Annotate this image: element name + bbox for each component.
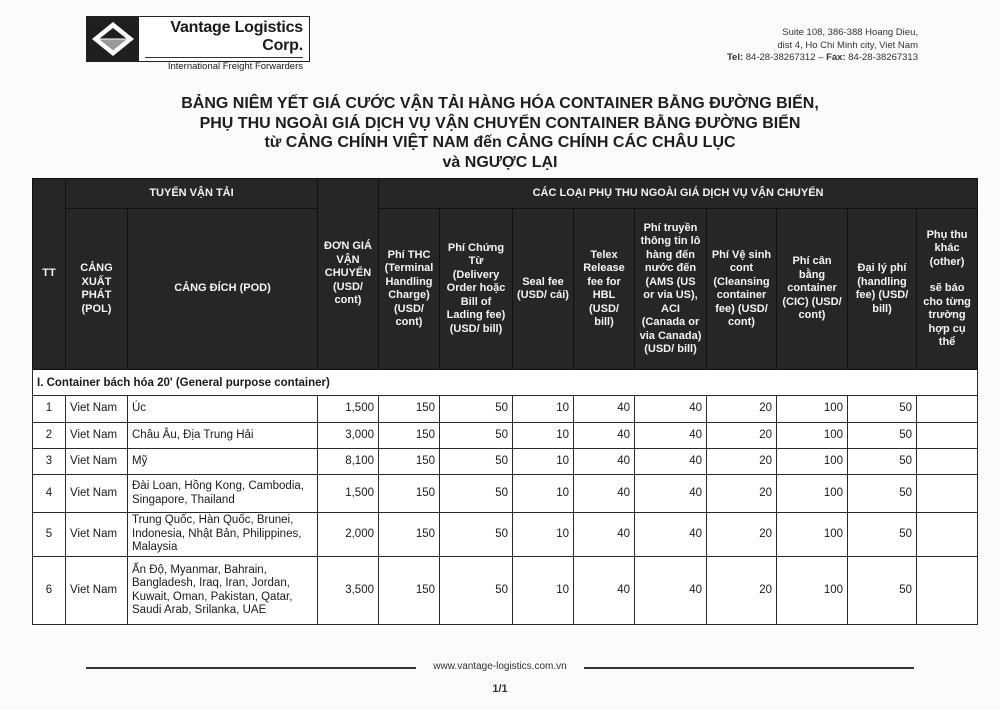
col-header-handling: Đại lý phí (handling fee) (USD/ bill) xyxy=(848,209,917,370)
cell-tt: 3 xyxy=(33,449,66,475)
table-row xyxy=(33,396,978,423)
cell-ams: 40 xyxy=(635,513,707,557)
cell-doc: 50 xyxy=(440,449,513,475)
cell-other xyxy=(917,396,978,423)
cell-pol: Viet Nam xyxy=(66,475,128,513)
tel-label: Tel: xyxy=(726,52,744,63)
contact-separator: – xyxy=(818,52,824,63)
document-title xyxy=(0,94,1000,172)
cell-other xyxy=(917,423,978,449)
section-title: I. Container bách hóa 20' (General purpose container) xyxy=(33,370,978,396)
cell-doc: 50 xyxy=(440,513,513,557)
cell-tt: 5 xyxy=(33,513,66,557)
cell-telex: 40 xyxy=(574,449,635,475)
cell-pod: Ấn Độ, Myanmar, Bahrain, Bangladesh, Iraq, Iran, Jordan, Kuwait, Oman, Pakistan, Qatar, Saudi Arab, Srilanka, UAE xyxy=(128,557,318,625)
cell-thc: 150 xyxy=(379,449,440,475)
cell-thc: 150 xyxy=(379,557,440,625)
table-row xyxy=(33,557,978,625)
cell-cleaning: 20 xyxy=(707,449,777,475)
cell-tt: 2 xyxy=(33,423,66,449)
cell-cleaning: 20 xyxy=(707,557,777,625)
cell-seal: 10 xyxy=(513,475,574,513)
diamond-logo-icon xyxy=(87,17,139,61)
cell-cic: 100 xyxy=(777,423,848,449)
cell-pod: Trung Quốc, Hàn Quốc, Brunei, Indonesia, Nhật Bản, Philippines, Malaysia xyxy=(128,513,318,557)
col-header-doc: Phí Chứng Từ (Delivery Order hoặc Bill of Lading fee) (USD/ bill) xyxy=(440,209,513,370)
cell-freight: 1,500 xyxy=(318,475,379,513)
page-number: 1/1 xyxy=(492,683,508,695)
cell-telex: 40 xyxy=(574,557,635,625)
cell-pod: Mỹ xyxy=(128,449,318,475)
cell-doc: 50 xyxy=(440,557,513,625)
cell-handling: 50 xyxy=(848,449,917,475)
cell-ams: 40 xyxy=(635,449,707,475)
cell-thc: 150 xyxy=(379,475,440,513)
cell-doc: 50 xyxy=(440,423,513,449)
cell-other xyxy=(917,557,978,625)
cell-telex: 40 xyxy=(574,475,635,513)
col-header-other xyxy=(917,209,978,370)
title-line-3: từ CẢNG CHÍNH VIỆT NAM đến CẢNG CHÍNH CÁC CHÂU LỤC xyxy=(264,134,736,151)
footer-website xyxy=(0,661,1000,672)
cell-thc: 150 xyxy=(379,513,440,557)
cell-doc: 50 xyxy=(440,396,513,423)
cell-handling: 50 xyxy=(848,513,917,557)
cell-cic: 100 xyxy=(777,557,848,625)
cell-handling: 50 xyxy=(848,475,917,513)
company-tagline: International Freight Forwarders xyxy=(167,61,303,72)
col-header-thc: Phí THC (Terminal Handling Charge) (USD/ cont) xyxy=(379,209,440,370)
col-header-ams: Phí truyền thông tin lô hàng đến nước đến (AMS (US or via US), ACI (Canada or via Canada) (USD/ bill) xyxy=(635,209,707,370)
tel-value: 84-28-38267312 xyxy=(745,52,816,63)
cell-seal: 10 xyxy=(513,396,574,423)
cell-pol: Viet Nam xyxy=(66,513,128,557)
cell-pol: Viet Nam xyxy=(66,423,128,449)
cell-tt: 6 xyxy=(33,557,66,625)
cell-tt: 4 xyxy=(33,475,66,513)
title-line-2: PHỤ THU NGOÀI GIÁ DỊCH VỤ VẬN CHUYỂN CONTAINER BẰNG ĐƯỜNG BIỂN xyxy=(199,114,801,132)
table-row xyxy=(33,513,978,557)
rate-table xyxy=(32,178,978,625)
other-note: sẽ báo cho từng trường hợp cụ thể xyxy=(923,282,971,348)
cell-cleaning: 20 xyxy=(707,396,777,423)
col-header-cleaning: Phí Vệ sinh cont (Cleansing container fee) (USD/ cont) xyxy=(707,209,777,370)
contact-line xyxy=(727,52,918,65)
cell-thc: 150 xyxy=(379,423,440,449)
cell-cic: 100 xyxy=(777,475,848,513)
col-header-cic: Phí cân bằng container (CIC) (USD/ cont) xyxy=(777,209,848,370)
cell-other xyxy=(917,475,978,513)
title-line-1: BẢNG NIÊM YẾT GIÁ CƯỚC VẬN TẢI HÀNG HÓA CONTAINER BẰNG ĐƯỜNG BIỂN, xyxy=(181,95,819,112)
cell-handling: 50 xyxy=(848,557,917,625)
cell-cic: 100 xyxy=(777,513,848,557)
cell-ams: 40 xyxy=(635,557,707,625)
col-header-pol: CẢNG XUẤT PHÁT (POL) xyxy=(66,209,128,370)
cell-freight: 3,500 xyxy=(318,557,379,625)
col-header-telex: Telex Release fee for HBL (USD/ bill) xyxy=(574,209,635,370)
cell-freight: 3,000 xyxy=(318,423,379,449)
fax-value: 84-28-38267313 xyxy=(848,52,918,63)
cell-tt: 1 xyxy=(33,396,66,423)
company-logo xyxy=(86,16,310,72)
col-header-seal: Seal fee (USD/ cái) xyxy=(513,209,574,370)
cell-cleaning: 20 xyxy=(707,475,777,513)
website-link[interactable]: www.vantage-logistics.com.vn xyxy=(429,661,570,672)
cell-telex: 40 xyxy=(574,513,635,557)
cell-freight: 8,100 xyxy=(318,449,379,475)
cell-pol: Viet Nam xyxy=(66,557,128,625)
cell-pol: Viet Nam xyxy=(66,449,128,475)
cell-seal: 10 xyxy=(513,557,574,625)
cell-doc: 50 xyxy=(440,475,513,513)
title-line-4: và NGƯỢC LẠI xyxy=(442,153,558,171)
cell-ams: 40 xyxy=(635,396,707,423)
cell-pod: Châu Âu, Địa Trung Hải xyxy=(128,423,318,449)
table-row xyxy=(33,475,978,513)
cell-freight: 2,000 xyxy=(318,513,379,557)
cell-cleaning: 20 xyxy=(707,513,777,557)
cell-cleaning: 20 xyxy=(707,423,777,449)
cell-handling: 50 xyxy=(848,396,917,423)
address-line-1: Suite 108, 386-388 Hoang Dieu, xyxy=(782,27,918,38)
cell-pod: Úc xyxy=(128,396,318,423)
col-header-pod: CẢNG ĐÍCH (POD) xyxy=(128,209,318,370)
group-header-surcharges: CÁC LOẠI PHỤ THU NGOÀI GIÁ DỊCH VỤ VẬN CHUYỂN xyxy=(379,179,978,209)
company-name: Vantage Logistics Corp. xyxy=(145,19,303,58)
cell-seal: 10 xyxy=(513,449,574,475)
cell-ams: 40 xyxy=(635,423,707,449)
cell-telex: 40 xyxy=(574,396,635,423)
col-header-freight: ĐƠN GIÁ VẬN CHUYỂN (USD/ cont) xyxy=(318,179,379,370)
cell-seal: 10 xyxy=(513,513,574,557)
cell-cic: 100 xyxy=(777,449,848,475)
address-line-2: dist 4, Ho Chi Minh city, Viet Nam xyxy=(777,39,918,51)
cell-telex: 40 xyxy=(574,423,635,449)
cell-pol: Viet Nam xyxy=(66,396,128,423)
cell-pod: Đài Loan, Hồng Kong, Cambodia, Singapore, Thailand xyxy=(128,475,318,513)
cell-thc: 150 xyxy=(379,396,440,423)
cell-freight: 1,500 xyxy=(318,396,379,423)
fax-label: Fax: xyxy=(826,52,846,63)
table-row xyxy=(33,449,978,475)
cell-other xyxy=(917,449,978,475)
group-header-route: TUYẾN VẬN TẢI xyxy=(66,179,318,209)
cell-handling: 50 xyxy=(848,423,917,449)
cell-cic: 100 xyxy=(777,396,848,423)
company-address xyxy=(727,27,918,65)
other-label: Phụ thu khác (other) xyxy=(926,228,968,268)
table-row xyxy=(33,423,978,449)
cell-seal: 10 xyxy=(513,423,574,449)
cell-ams: 40 xyxy=(635,475,707,513)
cell-other xyxy=(917,513,978,557)
col-header-tt: TT xyxy=(33,179,66,370)
